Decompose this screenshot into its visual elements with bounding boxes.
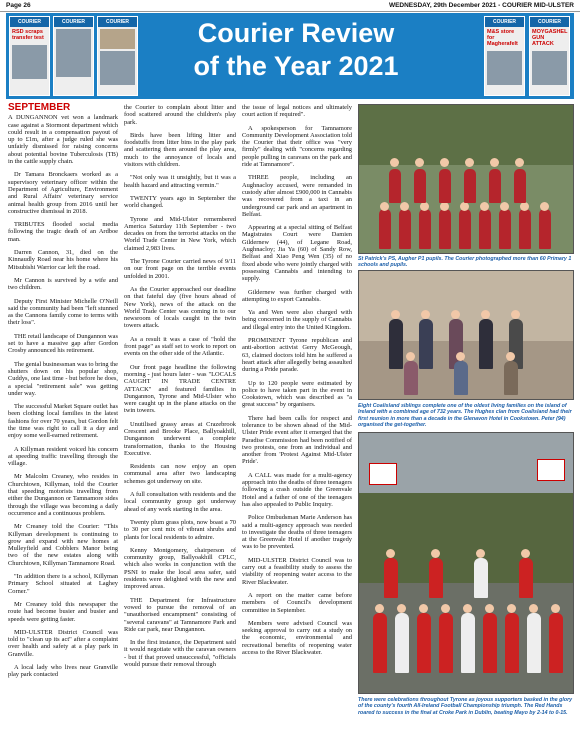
article-paragraph: MID-ULSTER District Council was to carry out a feasibility study to assess the viability of reopening water access to the River Blackwater. [242, 556, 352, 586]
article-paragraph: Residents can now enjoy an open communal area after two landscaping schemes got underway on site. [124, 463, 236, 485]
article-paragraph: Appearing at a special sitting of Belfast Magistrates Court were Damien Gildernew (44), of Legane Road, Aughnacloy; Jia Ya (60) of Sandy Row, Belfast and Xiao Peng Wen (35) of no fixed abode who were jointly charged with possessing Cannabis and intending to supply. [242, 224, 352, 283]
article-paragraph: Dr Tamara Bronckaers worked as a supervisory veterinary officer within the Department of Agriculture, Environment and Rural Affairs' veterinary service animal health group from 2016 until her constructive dismissal in 2018. [8, 171, 118, 215]
thumb-masthead: COURIER [530, 17, 569, 27]
article-paragraph: A Killyman resident voiced his concern at speeding traffic travelling through the village. [8, 445, 118, 468]
article-paragraph: A DUNGANNON vet won a landmark case against a Stormont department which could result in a compensation payout of up to £1m, after a judge ruled she was unfairly dismissed for raising concerns about potential bovine Tuberculosis (TB) in the cattle supply chain. [8, 114, 118, 166]
article-paragraph: "Not only was it unsightly, but it was a health hazard and attracting vermin." [124, 174, 236, 189]
thumb-headline: RSD scraps transfer test [12, 29, 44, 41]
thumb-headline: MOYGASHEL GUN ATTACK [532, 29, 568, 47]
article-paragraph: A full consultation with residents and the local community group got underway ahead of any work starting in the area. [124, 491, 236, 513]
article-paragraph: Up to 120 people were estimated by police to have taken part in the event in Cookstown, which was described as "a great success" by organisers. [242, 379, 352, 409]
article-paragraph: There had been calls for respect and tolerance to be shown ahead of the Mid-Ulster Pride event after it emerged that the Paradise Commission had been notified of two protests, one from an individual and another from 'Protest Against Mid-Ulster Pride'. [242, 414, 352, 466]
article-paragraph: Mr Cannon is survived by a wife and two children. [8, 276, 118, 292]
article-paragraph: Darren Cannon, 31, died on the Kinnaudly Road near his home where his Mitsubishi Warrior car left the road. [8, 249, 118, 271]
article-paragraph: Mr Creaney told this newspaper the route had become busier and busier and speeds were getting faster. [8, 600, 118, 623]
photo-school-pupils [358, 104, 574, 254]
article-paragraph: THE Department for Infrastructure vowed to pursue the removal of an "unauthorised encampment" consisting of "several caravans" at Tamnamore Park and Ride car park, near Dungannon. [124, 596, 236, 633]
page-header [0, 0, 580, 12]
caption-photo-1: St Patrick's PS, Augher P1 pupils. The Courier photographed more than 60 Primary 1 schools and pupils. [358, 256, 572, 269]
article-paragraph: The genial businessman was to bring the shutters down on his popular shop, Cuddys, one last time - but before he does, a special "retirement sale" was getting under way. [8, 360, 119, 397]
thumb-photo [487, 51, 522, 85]
article-paragraph: TWENTY years ago in September the world changed. [124, 194, 236, 210]
article-paragraph: Twenty plum grass plots, now boast a 70 to 30 per cent mix of vibrant shrubs and plants for local residents to admire. [124, 518, 236, 541]
article-paragraph: In the first instance, the Department said it would negotiate with the caravan owners - but if that proved unsuccessful, "officials would pursue their removal through [124, 639, 236, 668]
article-paragraph: As the Courier approached our deadline on that fateful day (five hours ahead of New York), news of the attack on the World Trade Center was coming in to our newsroom of locals caught in the twin towers attack. [124, 285, 236, 330]
thumb-masthead: COURIER [54, 17, 93, 27]
page-dateline: WEDNESDAY, 29th December 2021 - COURIER MID-ULSTER [388, 2, 574, 9]
article-paragraph: Our front page headline the following morning - just hours later - was "LOCALS CAUGHT IN TRADE CENTRE ATTACK" and featured families in Dungannon, Tyrone and Mid-Ulster who were caught up in the plane attacks on the twin towers. [124, 363, 236, 415]
front-page-thumbnail [529, 16, 570, 96]
article-paragraph: A local lady who lives near Granville play park contacted [8, 664, 118, 679]
article-paragraph: Mr Creaney told the Courier: "This Killyman development is continuing to grow and expand with new homes at Mulleyfield and Cobblers Manor being two of the new estates along with Churchtown, Killyman Tamnamore Road. [8, 523, 118, 567]
article-paragraph: Birds have been lifting litter and foodstuffs from litter bins in the play park and scattering them around the play area, much to the annoyance of locals and visitors with children. [124, 131, 236, 169]
article-paragraph: Kenny Montgomery, chairperson of community group, Ballyoakhill CPLC, which also works in conjunction with the PSNI to make the local area safer, said residents were delighted with the new and improved areas. [124, 546, 236, 591]
front-page-thumbnail [53, 16, 94, 96]
caption-photo-3: There were celebrations throughout Tyrone as joyous supporters basked in the glory of the county's fourth All-Ireland Football Championship triumph. The Red Hands roared to success in the final at Croke Park in Dublin, beating Mayo by 2-14 to 0-15. [358, 697, 573, 716]
column-1 [8, 104, 118, 732]
article-paragraph: THREE people, including an Aughnacloy accused, were remanded in custody after almost £900,000 in Cannabis was recovered from a taxi in an underground car park and an apartment in Belfast. [242, 174, 352, 218]
article-paragraph: the issue of legal notices and ultimately court action if required". [242, 104, 352, 119]
thumb-masthead: COURIER [10, 17, 49, 27]
banner-title: Courier Review of the Year 2021 [193, 18, 399, 81]
section-heading: SEPTEMBER [8, 102, 71, 113]
article-paragraph: THE retail landscape of Dungannon was set to have a massive gap after Gordon Crosby announced his retirement. [8, 332, 118, 355]
thumb-photo [532, 51, 567, 85]
front-page-thumbnail [97, 16, 138, 96]
thumb-photo [100, 51, 135, 85]
article-paragraph: A report on the matter came before members of Council's development committee in September. [242, 591, 352, 614]
article-paragraph: TRIBUTES flooded social media following the tragic death of an Ardboe man. [8, 221, 118, 243]
thumb-photo [12, 45, 47, 79]
article-paragraph: The successful Market Square outlet has been clothing local families in the latest fashions for over 70 years, but Gordon felt the time was right to call it a day and enjoy some well-earned retirement. [8, 403, 118, 440]
article-paragraph: Deputy First Minister Michelle O'Neill said the community had been "left stunned as the Cannons family come to terms with their loss". [8, 297, 118, 327]
article-paragraph: Police Ombudsman Marie Anderson has said a multi-agency approach was needed to investigate the deaths of three teenagers at the Greenvale Hotel if another tragedy was to be prevented. [242, 514, 352, 551]
thumb-photo [100, 29, 135, 49]
article-paragraph: The Tyrone Courier carried news of 9/11 on our front page on the terrible events unfolded in 2001. [124, 258, 236, 280]
article-paragraph: As a result it was a case of "hold the front page" as staff set to work to report on events on the other side of the Atlantic. [124, 335, 236, 358]
photo-tyrone-supporters [358, 432, 574, 694]
article-paragraph: "In addition there is a school, Killyman Primary School situated at Laghey Corner." [8, 573, 118, 595]
article-paragraph: A spokesperson for Tamnamore Community Development Association told the Courier that their office was "very firmly" dealing with "concerns regarding people pulling in caravans on the park and ride at Tamnamore". [242, 124, 352, 169]
thumb-headline: M&S store for Magherafelt [487, 29, 518, 47]
column-3 [242, 104, 352, 732]
article-paragraph: the Courier to complain about litter and food scattered around the children's play park. [124, 104, 236, 126]
article-paragraph: Tyrone and Mid-Ulster remembered America Saturday 11th September - two decades on from the terrorist attacks on the World Trade Center in New York, which claimed 2,983 lives. [124, 215, 236, 252]
article-paragraph: Unutilised grassy areas at Crazebrook Crescent and Brooke Place, Ballyoakhill, Dungannon underwent a complete transformation, thanks to the Housing Executive. [124, 420, 236, 457]
article-paragraph: MID-ULSTER District Council was told to "clean up its act" after a complaint over health and safety at a play park in Granville. [8, 628, 118, 658]
front-page-thumbnail [484, 16, 525, 96]
photo-coalisland-siblings [358, 270, 574, 400]
article-paragraph: Mr Malcolm Creaney, who resides in Churchtown, Killyman, told the Courier that speeding motorists travelling from either the Dungannon or Tamnamore sides through the village was becoming a daily occurrence and a continuous problem. [8, 473, 118, 517]
thumb-photo [56, 29, 91, 77]
article-paragraph: A CALL was made for a multi-agency approach into the deaths of three teenagers following a crash outside the Greenvale Hotel and a father of one of the teenagers has also appealed to Public Inquiry. [242, 471, 352, 508]
thumb-masthead: COURIER [485, 17, 524, 27]
caption-photo-2: Eight Coalisland siblings complete one of the oldest living families on the island of Ireland with a combined age of 732 years. The Hughes clan from Coalisland had their first reunion in more than a decade in the Glenavon Hotel in Cookstown. Peter (94) organised the get-together. [358, 403, 572, 428]
front-page-thumbnail [9, 16, 50, 96]
article-paragraph: Members were advised Council was seeking approval to carry out a study on the economic, environmental and recreational benefits of reopening water access to the River Blackwater. [242, 619, 352, 656]
thumb-masthead: COURIER [98, 17, 137, 27]
article-paragraph: Gildernew was further charged with attempting to export Cannabis. [242, 288, 352, 303]
article-paragraph: PROMINENT Tyrone republican and anti-abortion activist Gerry McGeough, 63, claimed doctors told him he suffered a heart attack after allegedly being assaulted during a Pride parade. [242, 337, 352, 374]
review-banner [6, 13, 574, 99]
column-2 [124, 104, 236, 732]
page-number: Page 26 [6, 2, 31, 9]
article-paragraph: Ya and Wen were also charged with being concerned in the supply of Cannabis and illegal entry into the United Kingdom. [242, 309, 352, 331]
